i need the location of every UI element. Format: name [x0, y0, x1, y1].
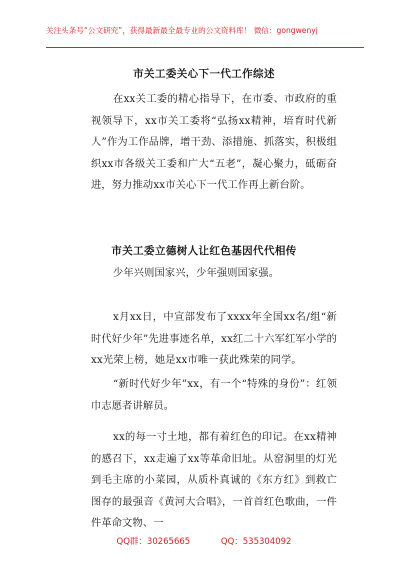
article-2-title: 市关工委立德树人让红色基因代代相传 — [111, 245, 297, 257]
header-divider — [46, 47, 364, 48]
footer-contact — [0, 535, 408, 547]
article-2-paragraph: 少年兴则国家兴，少年强则国家强。 — [113, 268, 280, 279]
article-2-paragraph: xx的每一寸土地，都有着红色的印记。在xx精神的感召下，xx走遍了xx等革命旧址。从窑洞里的灯光到毛主席的小菜园，从质朴真诚的《东方红》到救亡图存的最强音《黄河大合唱》，一首首红色歌曲，一件件革命文物、一 — [91, 432, 337, 529]
article-2-paragraph: x月xx日，中宣部发布了xxxx年全国xx名/组“新时代好少年”先进事迹名单，xx红二十六军红军小学的xx光荣上榜，她是xx市唯一获此殊荣的同学。 — [91, 312, 337, 366]
article-1-paragraph: 在xx关工委的精心指导下，在市委、市政府的重视领导下，xx市关工委将“弘扬xx精神，培育时代新人”作为工作品牌，增干劲、添措施、抓落实，积极组织xx市各级关工委和广大“五老”，凝心聚力，砥砺奋进，努力推动xx市关心下一代工作再上新台阶。 — [91, 94, 337, 191]
header-banner: 关注头条号“公文研究”，获得最新最全最专业的公文资料库！ 微信：gongwenyj — [46, 26, 318, 35]
footer-qq-group: QQ群：30265665 — [116, 537, 191, 547]
article-2-paragraph: “新时代好少年”xx，有一个“特殊的身份”：红领巾志愿者讲解员。 — [91, 379, 337, 412]
article-1-title: 市关工委关心下一代工作综述 — [133, 68, 275, 80]
footer-qq: QQ：535304092 — [220, 537, 292, 547]
